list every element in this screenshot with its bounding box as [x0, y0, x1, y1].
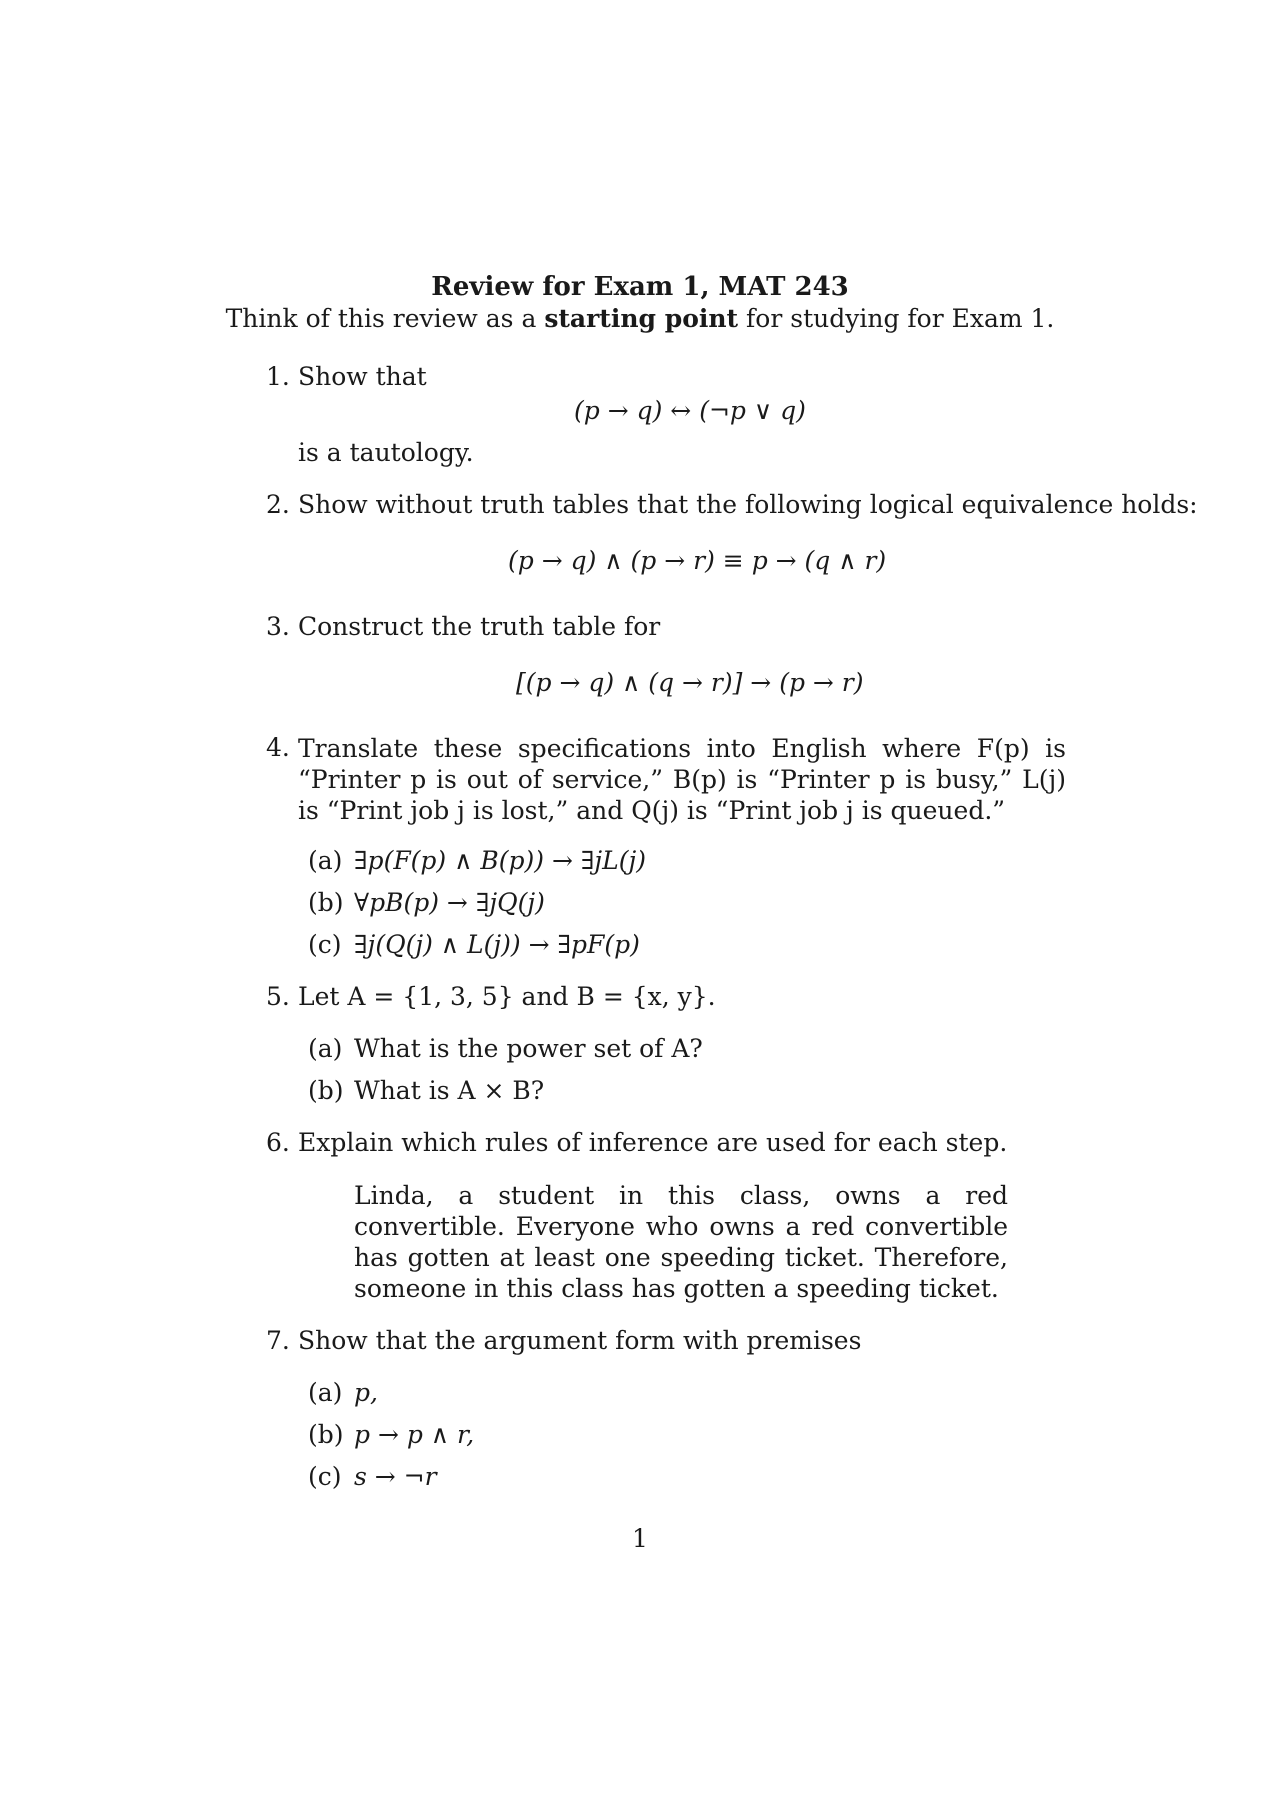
problem-7-number: 7. — [266, 1326, 290, 1355]
problem-5a-label: (a) — [308, 1034, 343, 1063]
problem-7c-label: (c) — [308, 1462, 342, 1491]
subtitle-bold: starting point — [544, 304, 739, 333]
problem-4c-formula: ∃j(Q(j) ∧ L(j)) → ∃pF(p) — [354, 930, 640, 959]
problem-4a-formula: ∃p(F(p) ∧ B(p)) → ∃jL(j) — [354, 846, 647, 875]
problem-5-intro: Let A = {1, 3, 5} and B = {x, y}. — [298, 982, 716, 1011]
problem-7b-label: (b) — [308, 1420, 344, 1449]
problem-4-number: 4. — [266, 733, 290, 762]
problem-4a-label: (a) — [308, 846, 343, 875]
problem-4b-formula: ∀pB(p) → ∃jQ(j) — [354, 888, 545, 917]
page-title: Review for Exam 1, MAT 243 — [431, 272, 849, 302]
problem-7c-formula: s → ¬r — [354, 1462, 437, 1491]
problem-1-intro: Show that — [298, 362, 427, 391]
problem-6-number: 6. — [266, 1128, 290, 1157]
problem-7b-formula: p → p ∧ r, — [354, 1420, 475, 1449]
problem-4-intro: Translate these specifications into English where F(p) is “Printer p is out of service,” B(p) is “Printer p is busy,” L(j) is “Print job j is lost,” and Q(j) is “Print job j is queued.” — [298, 734, 1066, 825]
problem-4b-label: (b) — [308, 888, 344, 917]
subtitle-post: for studying for Exam 1. — [738, 304, 1055, 333]
problem-1-number: 1. — [266, 362, 290, 391]
problem-2-intro: Show without truth tables that the following logical equivalence holds: — [298, 490, 1198, 519]
problem-5-number: 5. — [266, 982, 290, 1011]
problem-7-intro: Show that the argument form with premises — [298, 1326, 862, 1355]
problem-7a-formula: p, — [354, 1378, 378, 1407]
problem-6-intro: Explain which rules of inference are used for each step. — [298, 1128, 1008, 1157]
problem-2-formula: (p → q) ∧ (p → r) ≡ p → (q ∧ r) — [508, 546, 887, 575]
problem-5b-label: (b) — [308, 1076, 344, 1105]
problem-3-intro: Construct the truth table for — [298, 612, 661, 641]
problem-4c-label: (c) — [308, 930, 342, 959]
problem-1-formula: (p → q) ↔ (¬p ∨ q) — [574, 396, 806, 425]
page-number: 1 — [632, 1524, 648, 1553]
page-subtitle — [0, 304, 1280, 333]
problem-3-number: 3. — [266, 612, 290, 641]
problem-7a-label: (a) — [308, 1378, 343, 1407]
problem-5b-text: What is A × B? — [354, 1076, 545, 1105]
problem-3-formula: [(p → q) ∧ (q → r)] → (p → r) — [516, 668, 864, 697]
problem-1-outro: is a tautology. — [298, 438, 474, 467]
subtitle-pre: Think of this review as a — [225, 304, 545, 333]
problem-6-quote: Linda, a student in this class, owns a red convertible. Everyone who owns a red convertible has gotten at least one speeding ticket. Therefore, someone in this class has gotten a speeding ticket. — [354, 1181, 1008, 1303]
problem-2-number: 2. — [266, 490, 290, 519]
problem-5a-text: What is the power set of A? — [354, 1034, 703, 1063]
